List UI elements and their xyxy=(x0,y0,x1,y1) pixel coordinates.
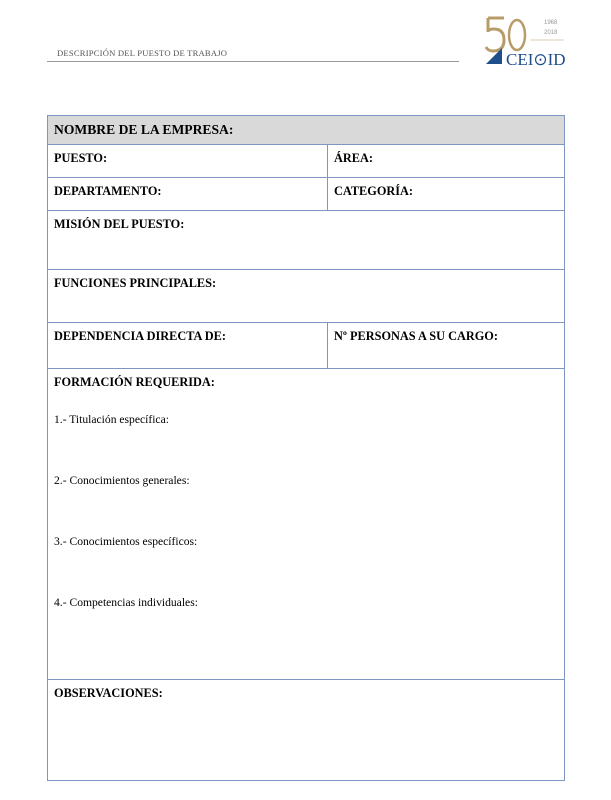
logo-year-start: 1968 xyxy=(544,20,558,26)
category-label: CATEGORÍA: xyxy=(334,184,414,198)
position-field[interactable] xyxy=(48,145,328,178)
ceicid-50-years-logo xyxy=(484,14,566,70)
direct-dependency-label: DEPENDENCIA DIRECTA DE: xyxy=(54,329,226,343)
direct-dependency-field[interactable] xyxy=(48,323,328,369)
area-label: ÁREA: xyxy=(334,151,373,165)
observations-label: OBSERVACIONES: xyxy=(54,686,163,700)
required-training-label: FORMACIÓN REQUERIDA: xyxy=(54,375,215,389)
department-field[interactable] xyxy=(48,178,328,211)
logo-year-end: 2018 xyxy=(544,30,558,36)
training-item-degree: 1.- Titulación específica: xyxy=(54,413,169,426)
people-in-charge-label: Nº PERSONAS A SU CARGO: xyxy=(334,329,498,343)
mission-field[interactable] xyxy=(48,211,565,270)
mission-label: MISIÓN DEL PUESTO: xyxy=(54,217,185,231)
job-description-form xyxy=(47,115,565,781)
header-divider xyxy=(47,61,459,62)
area-field[interactable] xyxy=(328,145,565,178)
category-field[interactable] xyxy=(328,178,565,211)
document-header-title: DESCRIPCIÓN DEL PUESTO DE TRABAJO xyxy=(57,48,228,58)
training-item-specific-knowledge: 3.- Conocimientos específicos: xyxy=(54,535,198,548)
observations-field[interactable] xyxy=(48,680,565,781)
logo-graphic xyxy=(484,14,566,70)
logo-brand-name: CEI⊙ID xyxy=(506,50,566,69)
main-functions-label: FUNCIONES PRINCIPALES: xyxy=(54,276,217,290)
position-label: PUESTO: xyxy=(54,151,108,165)
required-training-field[interactable] xyxy=(48,369,565,680)
company-name-field[interactable] xyxy=(48,116,565,145)
training-item-individual-competencies: 4.- Competencias individuales: xyxy=(54,596,198,609)
main-functions-field[interactable] xyxy=(48,270,565,323)
department-label: DEPARTAMENTO: xyxy=(54,184,162,198)
people-in-charge-field[interactable] xyxy=(328,323,565,369)
company-name-label: NOMBRE DE LA EMPRESA: xyxy=(54,122,234,137)
training-item-general-knowledge: 2.- Conocimientos generales: xyxy=(54,474,190,487)
